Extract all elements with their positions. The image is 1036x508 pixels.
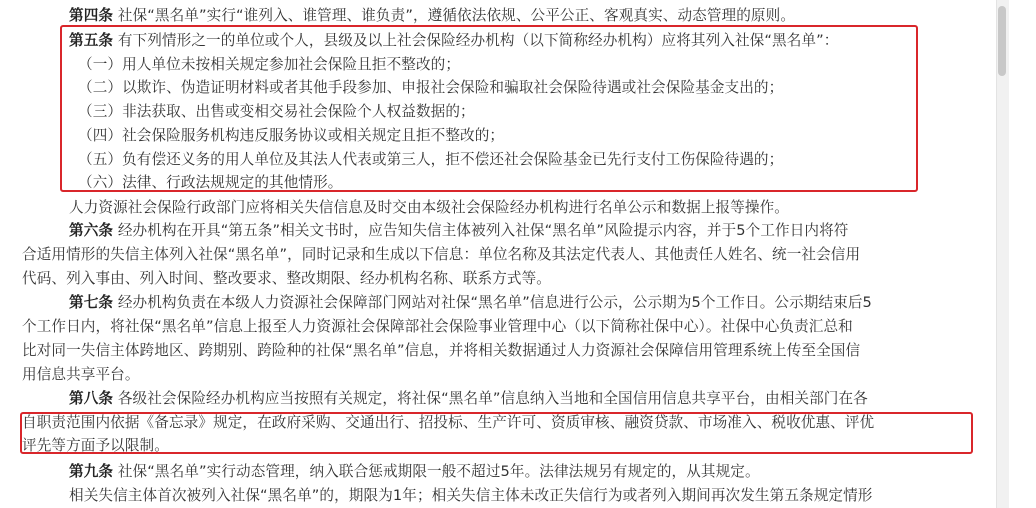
article-8-label: 第八条 <box>69 390 114 407</box>
article-8-line-2: 自职责范围内依据《备忘录》规定，在政府采购、交通出行、招投标、生产许可、资质审核、融资贷款、市场准入、税收优惠、评优 <box>22 414 875 431</box>
article-5-item-2: （二）以欺诈、伪造证明材料或者其他手段参加、申报社会保险和骗取社会保险待遇或社会保险基金支出的； <box>78 79 784 96</box>
article-6-line-3: 代码、列入事由、列入时间、整改要求、整改期限、经办机构名称、联系方式等。 <box>22 270 551 287</box>
article-5-item-6: （六）法律、行政法规规定的其他情形。 <box>78 174 343 191</box>
article-5-item-3: （三）非法获取、出售或变相交易社会保险个人权益数据的； <box>78 103 475 120</box>
article-7-line-3: 比对同一失信主体跨地区、跨期别、跨险种的社保“黑名单”信息，并将相关数据通过人力资源社会保障信用管理系统上传至全国信 <box>22 342 861 359</box>
article-5-text: 有下列情形之一的单位或个人，县级及以上社会保险经办机构（以下简称经办机构）应将其列入社保“黑名单”： <box>117 32 839 49</box>
article-7-line-2: 个工作日内，将社保“黑名单”信息上报至人力资源社会保障部社会保险事业管理中心（以下简称社保中心）。社保中心负责汇总和 <box>22 318 853 335</box>
article-9-label: 第九条 <box>69 463 114 480</box>
article-6-text-1: 经办机构在开具“第五条”相关文书时，应告知失信主体被列入社保“黑名单”风险提示内容，并于5个工作日内将符 <box>117 222 849 239</box>
article-6-line-1 <box>69 221 848 241</box>
article-5-item-5: （五）负有偿还义务的用人单位及其法人代表或第三人，拒不偿还社会保险基金已先行支付工伤保险待遇的； <box>78 151 784 168</box>
article-4-text: 社保“黑名单”实行“谁列入、谁管理、谁负责”，遵循依法依规、公平公正、客观真实、动态管理的原则。 <box>117 7 796 24</box>
article-4-paragraph <box>69 6 795 26</box>
article-6-label: 第六条 <box>69 222 114 239</box>
article-9-text-1: 社保“黑名单”实行动态管理，纳入联合惩戒期限一般不超过5年。法律法规另有规定的，从其规定。 <box>117 463 760 480</box>
article-5-item-4: （四）社会保险服务机构违反服务协议或相关规定且拒不整改的； <box>78 127 505 144</box>
article-5-after-text: 人力资源社会保险行政部门应将相关失信信息及时交由本级社会保险经办机构进行名单公示和数据上报等操作。 <box>69 199 789 216</box>
article-7-line-1 <box>69 293 872 313</box>
article-7-label: 第七条 <box>69 294 114 311</box>
article-5-label: 第五条 <box>69 32 114 49</box>
article-8-line-3: 评先等方面予以限制。 <box>22 437 169 454</box>
scrollbar-thumb[interactable] <box>998 6 1006 76</box>
article-8-text-1: 各级社会保险经办机构应当按照有关规定，将社保“黑名单”信息纳入当地和全国信用信息共享平台，由相关部门在各 <box>117 390 868 407</box>
article-5-item-1: （一）用人单位未按相关规定参加社会保险且拒不整改的； <box>78 56 461 73</box>
article-6-line-2: 合适用情形的失信主体列入社保“黑名单”，同时记录和生成以下信息：单位名称及其法定代表人、其他责任人姓名、统一社会信用 <box>22 246 861 263</box>
article-7-line-4: 用信息共享平台。 <box>22 366 140 383</box>
article-9-line-2: 相关失信主体首次被列入社保“黑名单”的，期限为1年；相关失信主体未改正失信行为或者列入期间再次发生第五条规定情形 <box>69 487 873 504</box>
article-5-paragraph <box>69 31 838 51</box>
article-9-line-1 <box>69 462 760 482</box>
article-4-label: 第四条 <box>69 7 114 24</box>
article-8-line-1 <box>69 389 868 409</box>
vertical-scrollbar[interactable] <box>996 0 1009 508</box>
article-7-text-1: 经办机构负责在本级人力资源社会保障部门网站对社保“黑名单”信息进行公示，公示期为5个工作日。公示期结束后5 <box>117 294 872 311</box>
